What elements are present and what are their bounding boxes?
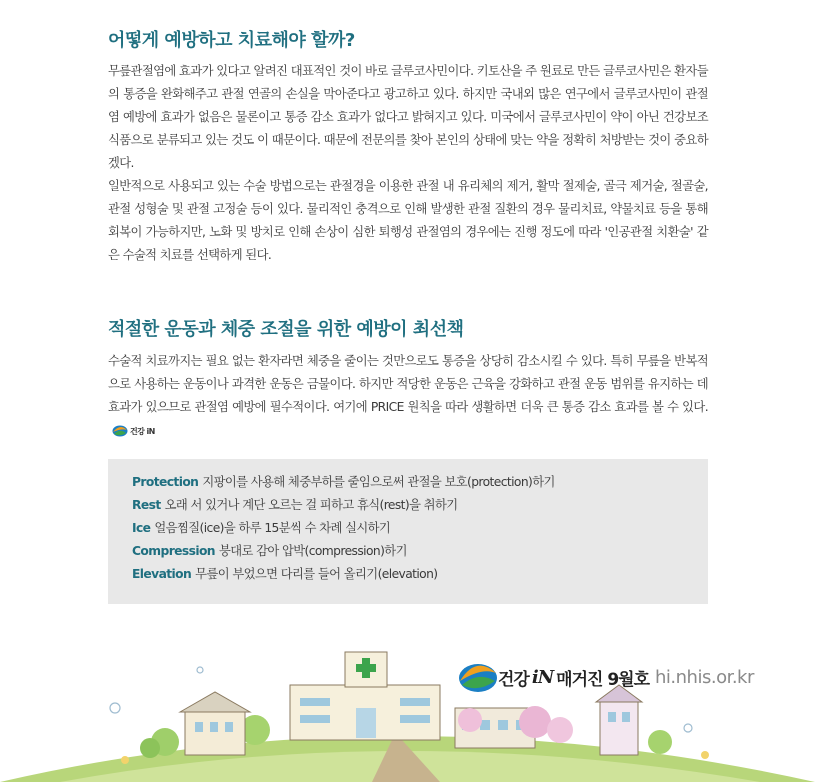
health-in-logo: [112, 420, 155, 445]
window: [608, 712, 616, 722]
window: [300, 715, 330, 723]
door: [356, 708, 376, 738]
tree: [648, 730, 672, 754]
window: [225, 722, 233, 732]
list-item: [132, 540, 708, 563]
flower-icon: [684, 724, 692, 732]
building-left: [185, 710, 245, 755]
paragraph: 일반적으로 사용되고 있는 수술 방법으로는 관절경을 이용한 관절 내 유리체의 제거, 활막 절제술, 골극 제거술, 절골술, 관절 성형술 및 관절 고정술 등이 있다. 물리적인 충격으로 인해 발생한 관절 질환의 경우 물리치료, 약물치료 등을 통해 회복이 가능하지만, 노화 및 방치로 인해 손상이 심한 퇴행성 관절염의 경우에는 진행 정도에 따라 '인공관절 치환술' 같은 수술적 치료를 선택하게 된다.: [108, 179, 708, 262]
price-text: 오래 서 있거나 계단 오르는 걸 피하고 휴식(rest)을 취하기: [164, 498, 458, 512]
blossom-tree: [519, 706, 551, 738]
flower-icon: [197, 667, 203, 673]
price-text: 무릎이 부었으면 다리를 들어 올리기(elevation): [195, 567, 438, 581]
tree: [140, 738, 160, 758]
cross-icon: [356, 664, 376, 672]
paragraph: 무릎관절염에 효과가 있다고 알려진 대표적인 것이 바로 글루코사민이다. 키토산을 주 원료로 만든 글루코사민은 환자들의 통증을 완화해주고 관절 연골의 손실을 막아준다고 광고하고 있다. 하지만 국내외 많은 연구에서 글루코사민이 관절염 예방에 효과가 없음은 물론이고 통증 감소 효과가 없다고 밝혀지고 있다. 미국에서 글루코사민이 약이 아닌 건강보조식품으로 분류되고 있는 것도 이 때문이다. 때문에 전문의를 찾아 본인의 상태에 맞는 약을 정확히 처방받는 것이 중요하겠다.: [108, 64, 708, 170]
section-heading: 어떻게 예방하고 치료해야 할까?: [108, 30, 355, 51]
list-item: [132, 563, 708, 586]
brand-name: 건강: [498, 669, 529, 690]
blossom-tree: [547, 717, 573, 743]
window: [400, 698, 430, 706]
window: [622, 712, 630, 722]
price-text: 지팡이를 사용해 체중부하를 줄임으로써 관절을 보호(protection)하기: [202, 475, 555, 489]
list-item: [132, 517, 708, 540]
window: [400, 715, 430, 723]
list-item: [132, 494, 708, 517]
flower-icon: [110, 703, 120, 713]
paragraph: [108, 350, 708, 445]
price-key: Compression: [132, 544, 215, 558]
footer-url[interactable]: hi.nhis.or.kr: [655, 666, 754, 688]
price-key: Ice: [132, 521, 151, 535]
price-key: Elevation: [132, 567, 192, 581]
paragraph-text: 수술적 치료까지는 필요 없는 환자라면 체중을 줄이는 것만으로도 통증을 상당히 감소시킬 수 있다. 특히 무릎을 반복적으로 사용하는 운동이나 과격한 운동은 금물이다. 하지만 적당한 운동은 근육을 강화하고 관절 운동 범위를 유지하는 데 효과가 있으므로 관절염 예방에 필수적이다. 여기에 PRICE 원칙을 따라 생활하면 더욱 큰 통증 감소 효과를 볼 수 있다.: [108, 354, 708, 414]
flower-icon: [121, 756, 129, 764]
brand-issue: 매거진 9월호: [556, 669, 650, 690]
price-key: Protection: [132, 475, 199, 489]
blossom-tree: [458, 708, 482, 732]
list-item: [132, 471, 708, 494]
price-key: Rest: [132, 498, 161, 512]
price-box: [108, 459, 708, 604]
price-list: [108, 459, 708, 586]
brand-in: iN: [531, 666, 554, 688]
window: [195, 722, 203, 732]
town-illustration: [0, 630, 815, 782]
house-right: [600, 700, 638, 755]
window: [300, 698, 330, 706]
footer-brand: [458, 660, 754, 694]
roof: [180, 692, 250, 712]
logo-text: 건강 iN: [130, 427, 155, 436]
section-heading: 적절한 운동과 체중 조절을 위한 예방이 최선책: [108, 319, 464, 340]
price-text: 얼음찜질(ice)을 하루 15분씩 수 차례 실시하기: [154, 521, 391, 535]
flower-icon: [701, 751, 709, 759]
price-text: 붕대로 감아 압박(compression)하기: [218, 544, 407, 558]
window: [498, 720, 508, 730]
window: [210, 722, 218, 732]
health-in-logo-icon: [458, 661, 498, 693]
leaf-logo-icon: [112, 425, 128, 437]
